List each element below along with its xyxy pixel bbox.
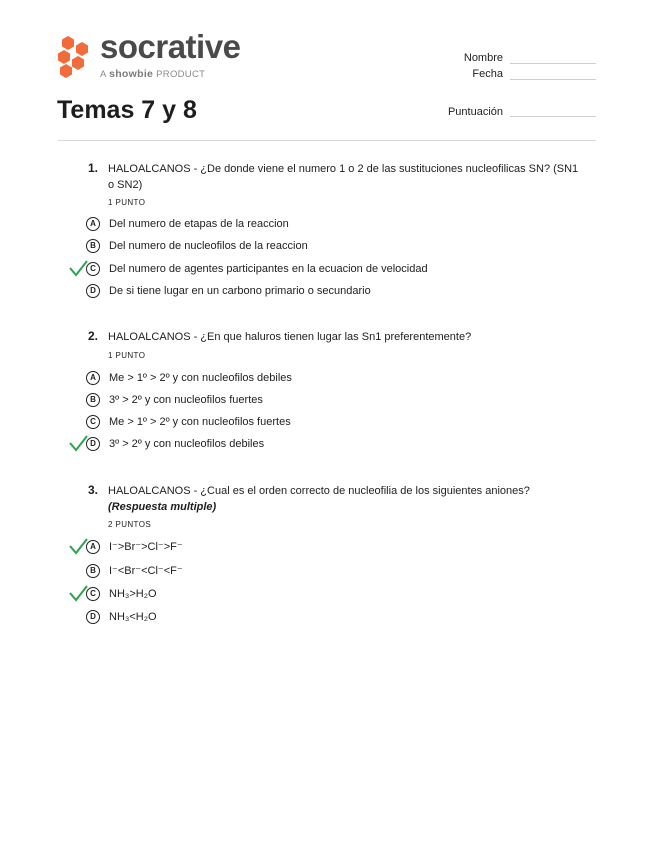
option-text: 3º > 2º y con nucleofilos debiles (109, 438, 265, 450)
question-number: 2. (88, 329, 99, 343)
option-text: Del numero de nucleofilos de la reaccion (109, 240, 308, 252)
nombre-field[interactable] (510, 63, 596, 64)
hexagon-logo-icon (56, 34, 96, 78)
option-a[interactable] (0, 540, 654, 558)
question-points: 1 PUNTO (108, 198, 146, 207)
option-letter-badge: D (86, 437, 100, 451)
option-text: I⁻<Br⁻<Cl⁻<F⁻ (109, 565, 183, 577)
option-letter-badge: B (86, 239, 100, 253)
option-letter-badge: A (86, 371, 100, 385)
brand-name: socrative (100, 28, 241, 65)
option-text: Me > 1º > 2º y con nucleofilos fuertes (109, 416, 291, 428)
option-letter-badge: A (86, 217, 100, 231)
option-c[interactable] (0, 262, 654, 280)
option-d[interactable] (0, 437, 654, 455)
option-c[interactable] (0, 587, 654, 605)
brand-tagline: A showbie PRODUCT (100, 68, 206, 80)
correct-check-icon (68, 259, 88, 277)
puntuacion-label: Puntuación (447, 106, 503, 118)
option-text: NH₃>H₂O (109, 588, 157, 600)
option-text: I⁻>Br⁻>Cl⁻>F⁻ (109, 541, 183, 553)
option-text: Me > 1º > 2º y con nucleofilos debiles (109, 372, 292, 384)
header-divider (58, 140, 596, 141)
question-text: HALOALCANOS - ¿De donde viene el numero 1 o 2 de las sustituciones nucleofilicas SN? (SN1 o SN2) (108, 163, 579, 191)
option-letter-badge: C (86, 587, 100, 601)
fecha-field[interactable] (510, 79, 596, 80)
socrative-logo (56, 28, 256, 82)
question-points: 2 PUNTOS (108, 520, 152, 529)
nombre-label: Nombre (463, 52, 503, 64)
question-text-main: HALOALCANOS - ¿Cual es el orden correcto de nucleofilia de los siguientes aniones? (108, 485, 530, 497)
fecha-label: Fecha (472, 68, 503, 80)
question-number: 1. (88, 161, 99, 175)
question-number: 3. (88, 483, 99, 497)
option-letter-badge: C (86, 262, 100, 276)
question-points: 1 PUNTO (108, 351, 146, 360)
option-d[interactable] (0, 610, 654, 628)
option-text: De si tiene lugar en un carbono primario o secundario (109, 285, 371, 297)
option-letter-badge: A (86, 540, 100, 554)
page-title: Temas 7 y 8 (57, 96, 197, 124)
option-text: 3º > 2º y con nucleofilos fuertes (109, 394, 263, 406)
puntuacion-field[interactable] (510, 116, 596, 117)
option-letter-badge: C (86, 415, 100, 429)
option-text: NH₃<H₂O (109, 611, 157, 623)
option-b[interactable] (0, 393, 654, 411)
correct-check-icon (68, 584, 88, 602)
option-text: Del numero de etapas de la reaccion (109, 218, 289, 230)
option-letter-badge: D (86, 610, 100, 624)
option-letter-badge: D (86, 284, 100, 298)
option-c[interactable] (0, 415, 654, 433)
correct-check-icon (68, 537, 88, 555)
question-note: (Respuesta multiple) (108, 500, 217, 513)
option-b[interactable] (0, 239, 654, 257)
question-text: HALOALCANOS - ¿En que haluros tienen lugar las Sn1 preferentemente? (108, 331, 472, 343)
option-text: Del numero de agentes participantes en la ecuacion de velocidad (109, 263, 428, 275)
correct-check-icon (68, 434, 88, 452)
option-a[interactable] (0, 217, 654, 235)
option-a[interactable] (0, 371, 654, 389)
question-text (108, 484, 586, 515)
option-b[interactable] (0, 564, 654, 582)
option-letter-badge: B (86, 393, 100, 407)
option-d[interactable] (0, 284, 654, 302)
option-letter-badge: B (86, 564, 100, 578)
